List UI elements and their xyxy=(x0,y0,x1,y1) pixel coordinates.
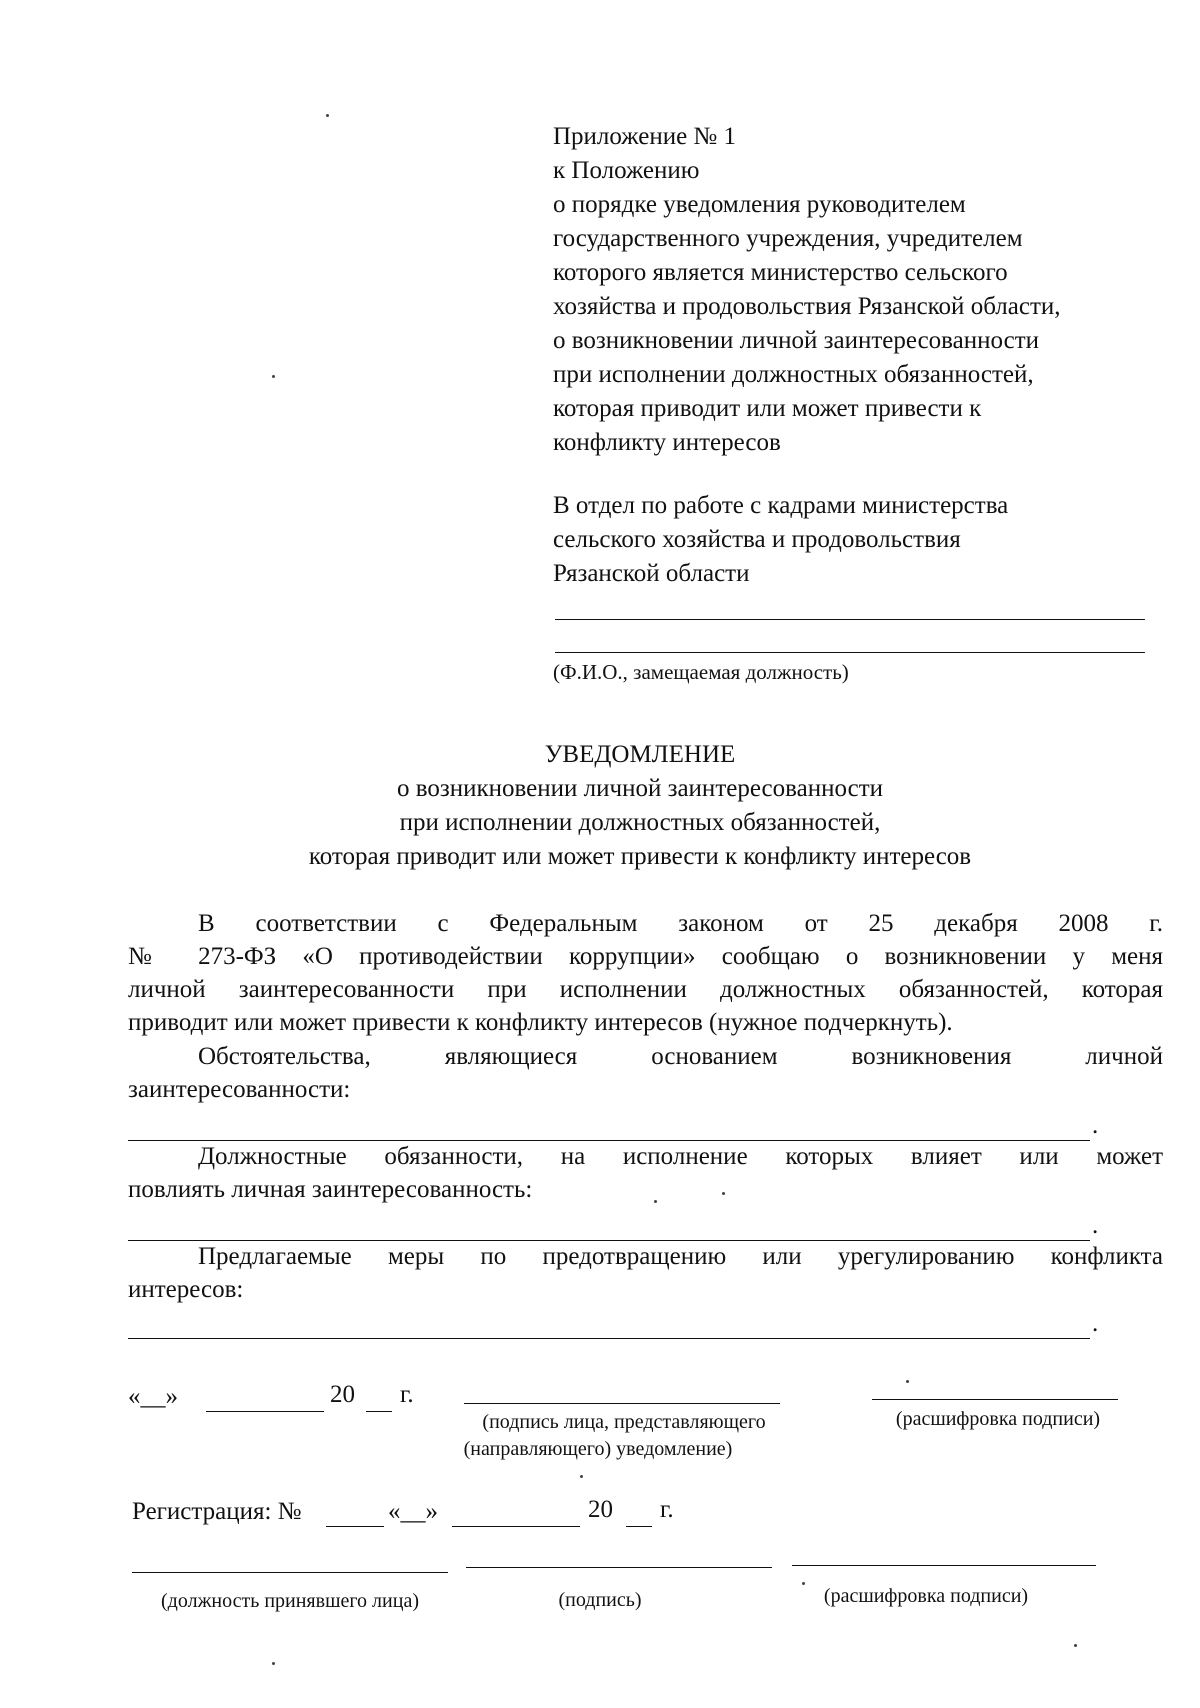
appendix-line: к Положению xyxy=(553,157,700,184)
appendix-line: которого является министерство сельского xyxy=(553,259,1008,286)
appendix-line: хозяйства и продовольствия Рязанской области, xyxy=(553,293,1061,320)
addressee-block xyxy=(553,489,1153,591)
para-line: В соответствии с Федеральным законом от 25 декабря 2008 г. xyxy=(198,910,1163,937)
scan-speck xyxy=(654,1200,657,1203)
registration-decode-caption: (расшифровка подписи) xyxy=(823,1585,1029,1607)
para-line: приводит или может привести к конфликту интересов (нужное подчеркнуть). xyxy=(128,1009,953,1036)
fio-caption: (Ф.И.О., замещаемая должность) xyxy=(553,660,849,684)
fio-blank-line-1[interactable] xyxy=(555,619,1145,620)
notice-subtitle-line: при исполнении должностных обязанностей, xyxy=(399,809,881,836)
signature-year-blank[interactable] xyxy=(366,1411,392,1412)
paragraph-duties xyxy=(128,1140,1163,1206)
appendix-line: о возникновении личной заинтересованности xyxy=(553,327,1040,354)
scan-speck xyxy=(802,1582,805,1585)
paragraph-law-reference xyxy=(128,907,1163,1039)
para-line: Обстоятельства, являющиеся основанием возникновения личной xyxy=(198,1043,1163,1070)
notice-title xyxy=(120,738,1160,874)
para-line: повлиять личная заинтересованность: xyxy=(128,1176,533,1203)
registration-year-blank[interactable] xyxy=(626,1526,652,1527)
appendix-line: о порядке уведомления руководителем xyxy=(553,191,966,218)
scan-speck xyxy=(906,1380,909,1383)
signature-month-blank[interactable] xyxy=(206,1411,324,1412)
notice-subtitle-line: которая приводит или может привести к конфликту интересов xyxy=(308,843,972,870)
fio-blank-line-2[interactable] xyxy=(555,652,1145,653)
signature-caption-line: (направляющего) уведомление) xyxy=(463,1438,733,1460)
registration-year-suffix: г. xyxy=(660,1496,674,1523)
para-line: Должностные обязанности, на исполнение которых влияет или может xyxy=(198,1143,1163,1170)
appendix-line: при исполнении должностных обязанностей, xyxy=(553,361,1034,388)
line-end-dot: . xyxy=(1092,1212,1099,1239)
line-end-dot: . xyxy=(1092,1310,1099,1337)
line-end-dot: . xyxy=(1092,1112,1099,1139)
registration-year-prefix: 20 xyxy=(588,1496,613,1523)
addressee-line: В отдел по работе с кадрами министерства xyxy=(553,492,1009,519)
addressee-line: Рязанской области xyxy=(553,560,750,587)
signature-blank[interactable] xyxy=(464,1403,780,1404)
appendix-line: Приложение № 1 xyxy=(553,123,737,150)
signature-decode-caption: (расшифровка подписи) xyxy=(895,1408,1101,1430)
paragraph-measures xyxy=(128,1240,1163,1306)
registration-sign-blank[interactable] xyxy=(466,1567,772,1568)
appendix-line: которая приводит или может привести к xyxy=(553,395,982,422)
appendix-line: государственного учреждения, учредителем xyxy=(553,225,1023,252)
registration-decode-blank[interactable] xyxy=(792,1565,1096,1566)
scan-speck xyxy=(272,1662,275,1665)
para-line: заинтересованности: xyxy=(128,1076,351,1103)
signature-decode-blank[interactable] xyxy=(872,1399,1118,1400)
addressee-line: сельского хозяйства и продовольствия xyxy=(553,526,961,553)
paragraph-circumstances xyxy=(128,1040,1163,1106)
registration-sign-caption: (подпись) xyxy=(558,1589,642,1611)
para-line: личной заинтересованности при исполнении должностных обязанностей, которая xyxy=(128,976,1163,1003)
scan-speck xyxy=(326,114,329,117)
appendix-line: конфликту интересов xyxy=(553,429,781,456)
measures-blank-line[interactable] xyxy=(128,1338,1090,1339)
registration-position-caption: (должность принявшего лица) xyxy=(161,1590,419,1612)
notice-subtitle-line: о возникновении личной заинтересованности xyxy=(396,775,884,802)
para-line: интересов: xyxy=(128,1276,244,1303)
registration-date-open: «__» xyxy=(388,1498,438,1525)
signature-caption-line: (подпись лица, представляющего xyxy=(482,1411,766,1433)
registration-number-blank[interactable] xyxy=(326,1526,384,1527)
scan-speck xyxy=(272,375,275,378)
scan-speck xyxy=(722,1192,725,1195)
para-line: № 273-ФЗ «О противодействии коррупции» сообщаю о возникновении у меня xyxy=(128,943,1163,970)
appendix-header xyxy=(553,120,1153,460)
signature-date-open: «__» xyxy=(128,1383,178,1410)
scan-speck xyxy=(1074,1644,1077,1647)
signature-year-suffix: г. xyxy=(400,1381,414,1408)
registration-month-blank[interactable] xyxy=(452,1526,580,1527)
registration-label: Регистрация: № xyxy=(132,1498,302,1525)
registration-position-blank[interactable] xyxy=(132,1572,448,1573)
para-line: Предлагаемые меры по предотвращению или урегулированию конфликта xyxy=(198,1243,1163,1270)
notice-heading: УВЕДОМЛЕНИЕ xyxy=(544,741,736,768)
signature-year-prefix: 20 xyxy=(330,1381,355,1408)
scan-speck xyxy=(580,1475,583,1478)
